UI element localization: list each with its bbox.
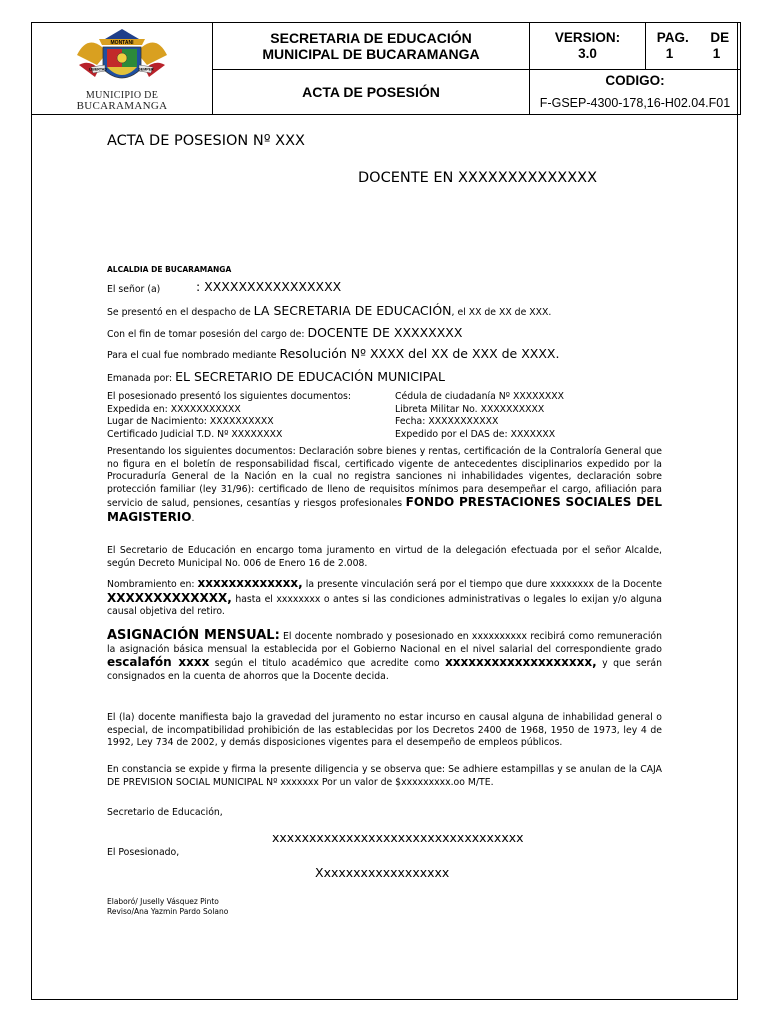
asignacion-title: ASIGNACIÓN MENSUAL: <box>107 628 280 643</box>
emanada-bold: EL SECRETARIO DE EDUCACIÓN MUNICIPAL <box>175 369 445 384</box>
para-nombramiento <box>107 577 662 619</box>
para-documentos: Presentando los siguientes documentos: Declaración sobre bienes y rentas, certificación de la Contraloría General que no figura en el boletín de responsabilidad fiscal, certificado vigente de antecedentes disciplinarios expedido por la Procuraduría General de la Nación en la cual no registra sanciones ni inhabilidades vigentes, declaración sobre protección familiar (ley 31/96): certificado de lleno de requisitos mínimos para desempeñar el cargo, afiliación para servicio de salud, pensiones, cesantías y riesgos profesionales FONDO PRESTACIONES SOCIALES DEL MAGISTERIO. <box>107 446 662 524</box>
elaboro-label: Elaboró/ Juselly Vásquez Pinto <box>107 897 219 906</box>
para-documentos-text: Presentando los siguientes documentos: Declaración sobre bienes y rentas, certificación de la Contraloría General que no figura en el boletín de responsabilidad fiscal, certificado vigente de antecedentes disciplinarios expedido por la Procuraduría General de la Nación en la cual no registra sanciones ni inhabilidades vigentes, declaración sobre protección familiar (ley 31/96): certificado de lleno de requisitos mínimos para desempeñar el cargo, afiliación para servicio de salud, pensiones, cesantías y riesgos profesionales <box>107 446 662 509</box>
para-juramento-2: El (la) docente manifiesta bajo la gravedad del juramento no estar incurso en causal alguna de inhabilidad general o especial, de incompatibilidad prohibición de las establecidas por los Decretos 2400 de 1968, 1950 de 1973, ley 4 de 1992, Ley 734 de 2002, y demás disposiciones vigentes para el desempeño de empleos públicos. <box>107 712 662 748</box>
docs-right-item: Libreta Militar No. XXXXXXXXXX <box>395 403 545 415</box>
docs-left-item: Certificado Judicial T.D. Nº XXXXXXXX <box>107 428 283 440</box>
logo-caption-2: BUCARAMANGA <box>76 100 168 112</box>
header-table <box>31 22 741 115</box>
emanada-line <box>107 371 445 386</box>
cargo-pre: Con el fin de tomar posesión del cargo de: <box>107 329 308 340</box>
de-label: DE <box>710 30 730 45</box>
version-cell <box>530 23 646 70</box>
asignacion-escalafon: escalafón xxxx <box>107 655 210 669</box>
docente-title: DOCENTE EN XXXXXXXXXXXXXX <box>358 170 598 186</box>
codigo-label: CODIGO: <box>605 73 665 88</box>
nombrado-line <box>107 348 559 363</box>
reviso-label: Reviso/Ana Yazmin Pardo Solano <box>107 907 229 916</box>
doc-title: ACTA DE POSESIÓN <box>302 84 440 100</box>
institution-cell <box>213 23 530 70</box>
docs-left <box>107 391 351 441</box>
logo-banner-right: SEMPER <box>138 67 154 72</box>
para-juramento: El Secretario de Educación en encargo toma juramento en virtud de la delegación efectuada por el señor Alcalde, según Decreto Municipal No. 006 de Enero 16 de 2.008. <box>107 545 662 569</box>
codigo-value: F-GSEP-4300-178,16-H02.04.F01 <box>539 96 731 110</box>
nombramiento-bold2: XXXXXXXXXXXXX, <box>107 590 232 605</box>
secretario-label: Secretario de Educación, <box>107 807 223 818</box>
page-cell <box>646 23 741 70</box>
emanada-pre: Emanada por: <box>107 373 176 384</box>
firma-secretario: xxxxxxxxxxxxxxxxxxxxxxxxxxxxxxxxxx <box>272 830 524 845</box>
asignacion-2: según el titulo académico que acredite como <box>209 658 446 669</box>
codigo-cell <box>530 70 741 115</box>
institution-line-1: SECRETARIA DE EDUCACIÓN <box>270 30 472 46</box>
senor-value: : XXXXXXXXXXXXXXXX <box>196 279 342 294</box>
asignacion-titulo: xxxxxxxxxxxxxxxxxxx, <box>445 655 597 669</box>
cargo-bold: DOCENTE DE XXXXXXXX <box>307 325 463 340</box>
senor-label: El señor (a) <box>107 284 161 295</box>
logo-caption-1: MUNICIPIO DE <box>85 90 159 101</box>
nombramiento-pre: Nombramiento en: <box>107 579 198 590</box>
presento-line <box>107 305 551 320</box>
institution-line-2: MUNICIPAL DE BUCARAMANGA <box>262 46 480 62</box>
asignacion-1: El docente nombrado y posesionado en xxxxxxxxxx recibirá como remuneración la asignación básica mensual la establecida por el Gobierno Nacional en el nivel salarial del correspondiente grado <box>107 631 663 655</box>
logo-cell <box>32 23 213 115</box>
docs-left-item: Lugar de Nacimiento: XXXXXXXXXX <box>107 416 274 427</box>
docs-left-item: Expedida en: XXXXXXXXXXX <box>107 403 241 415</box>
version-value: 3.0 <box>578 46 597 61</box>
logo-banner-left: LIBERTAD <box>89 67 107 72</box>
presento-bold: LA SECRETARIA DE EDUCACIÓN <box>253 303 452 318</box>
docs-right-item: Expedido por el DAS de: XXXXXXX <box>395 428 556 440</box>
para-asignacion <box>107 630 662 683</box>
nombramiento-post: hasta el xxxxxxxx o antes si las condiciones administrativas o legales lo exijan y/o alguna causal objetiva del retiro. <box>107 593 662 617</box>
doc-title-cell <box>213 70 530 115</box>
nombramiento-mid: la presente vinculación será por el tiempo que dure xxxxxxxx de la Docente <box>302 579 662 590</box>
cargo-line <box>107 327 462 342</box>
pag-label: PAG. <box>656 30 689 45</box>
posesionado-label: El Posesionado, <box>107 847 180 858</box>
pag-current: 1 <box>665 46 674 61</box>
presento-pre: Se presentó en el despacho de <box>107 307 254 318</box>
coat-of-arms-icon <box>67 25 177 89</box>
para-constancia: En constancia se expide y firma la presente diligencia y se observa que: Se adhiere estampillas y se anulan de la CAJA DE PREVISION SOCIAL MUNICIPAL Nº xxxxxxx Por un valor de $xxxxxxxxx.oo M/TE. <box>107 764 662 788</box>
version-label: VERSION: <box>554 30 621 45</box>
municipio-logo <box>32 24 212 114</box>
acta-title: ACTA DE POSESION Nº XXX <box>107 133 305 149</box>
nombrado-bold: Resolución Nº XXXX del XX de XXX de XXXX. <box>279 346 560 361</box>
asignacion-3: y que serán consignados en la cuenta de ahorros que la Docente decida. <box>107 658 662 682</box>
logo-banner-top: MONTANI <box>110 40 134 46</box>
alcaldia-label: ALCALDIA DE BUCARAMANGA <box>107 265 232 274</box>
fondo-prestaciones: FONDO PRESTACIONES SOCIALES DEL MAGISTERIO <box>107 495 662 524</box>
docs-right-item: Cédula de ciudadanía Nº XXXXXXXX <box>395 391 564 402</box>
pag-total: 1 <box>712 46 721 61</box>
docs-right <box>395 391 564 441</box>
presento-post: , el XX de XX de XXX. <box>451 307 552 318</box>
docs-left-item: El posesionado presentó los siguientes documentos: <box>107 391 352 402</box>
nombrado-pre: Para el cual fue nombrado mediante <box>107 350 280 361</box>
nombramiento-bold1: xxxxxxxxxxxxx, <box>197 576 303 590</box>
docs-right-item: Fecha: XXXXXXXXXXX <box>395 416 499 427</box>
firma-posesionado: Xxxxxxxxxxxxxxxxxx <box>315 865 450 880</box>
